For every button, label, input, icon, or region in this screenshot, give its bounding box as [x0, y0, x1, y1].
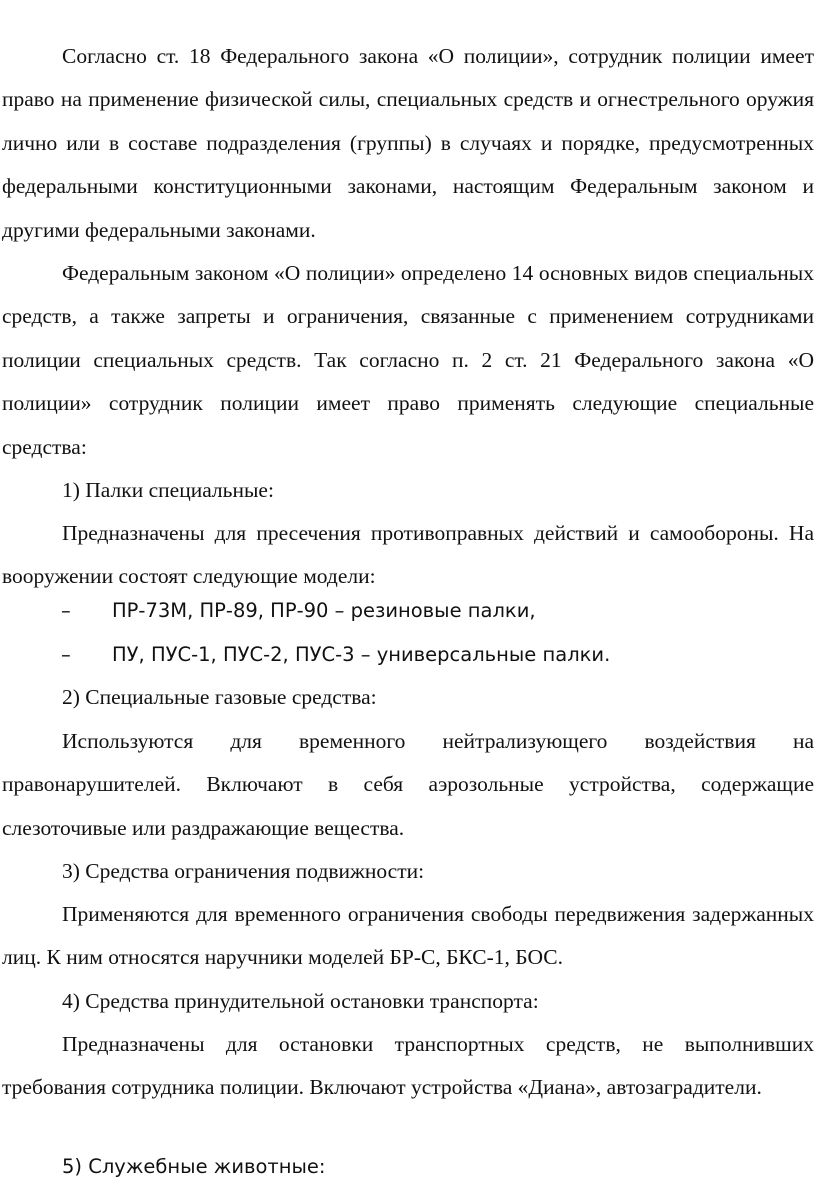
list-item [0, 589, 816, 633]
paragraph-vehicle-stop: Предназначены для остановки транспортных средств, не выполнивших требования сотрудника полиции. Включают устройства «Диана», автозаградители. [2, 1032, 814, 1100]
list-dash: – [61, 643, 71, 666]
paragraph-gas-means: Используются для временного нейтрализующего воздействия на правонарушителей. Включают в себя аэрозольные устройства, содержащие слезоточивые или раздражающие вещества. [2, 729, 814, 840]
heading-gas-means: 2) Специальные газовые средства: [62, 685, 377, 709]
paragraph-mobility-restraint: Применяются для временного ограничения свободы передвижения задержанных лиц. К ним относятся наручники моделей БР-С, БКС-1, БОС. [2, 902, 814, 970]
heading-vehicle-stop: 4) Средства принудительной остановки транспорта: [62, 989, 539, 1013]
list-dash: – [61, 599, 71, 622]
heading-special-batons: 1) Палки специальные: [62, 478, 274, 502]
heading-service-animals: 5) Служебные животные: [62, 1155, 326, 1178]
list-item [0, 633, 816, 677]
list-item-text: ПУ, ПУС-1, ПУС-2, ПУС-3 – универсальные палки. [112, 643, 611, 666]
paragraph-special-means-intro: Федеральным законом «О полиции» определено 14 основных видов специальных средств, а также запреты и ограничения, связанные с применением сотрудниками полиции специальных средств. Так согласно п. 2 ст. 21 Федерального закона «О полиции» сотрудник полиции имеет право применять следующие специальные средства: [2, 261, 814, 459]
paragraph-article-18: Согласно ст. 18 Федерального закона «О полиции», сотрудник полиции имеет право на применение физической силы, специальных средств и огнестрельного оружия лично или в составе подразделения (группы) в случаях и порядке, предусмотренных федеральными конституционными законами, настоящим Федеральным законом и другими федеральными законами. [2, 44, 814, 242]
paragraph-batons-purpose: Предназначены для пресечения противоправных действий и самообороны. На вооружении состоят следующие модели: [2, 521, 814, 589]
heading-mobility-restraint: 3) Средства ограничения подвижности: [62, 859, 425, 883]
list-item-text: ПР-73М, ПР-89, ПР-90 – резиновые палки, [112, 599, 536, 622]
